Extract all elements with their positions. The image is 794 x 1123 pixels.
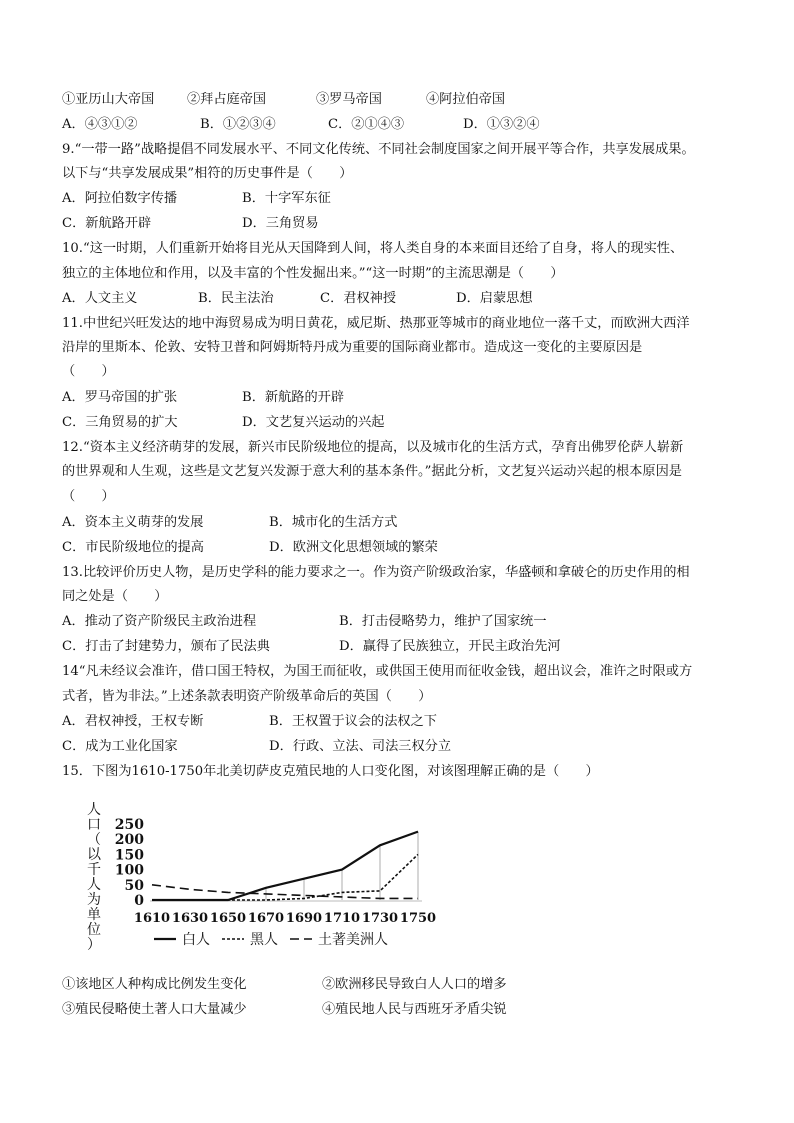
q13-option-a: A．推动了资产阶级民主政治进程 xyxy=(62,614,257,629)
q13-option-b: B．打击侵略势力，维护了国家统一 xyxy=(339,614,547,629)
legend-label: 黑人 xyxy=(250,932,278,948)
q9-option-c: C．新航路开辟 xyxy=(62,216,152,231)
q10-stem-line: 10.“这一时期，人们重新开始将目光从天国降到人间，将人类自身的本来面目还给了自身，将人的现实性、 xyxy=(62,241,684,256)
q9-option-d: D．三角贸易 xyxy=(242,216,319,231)
population-line-chart xyxy=(80,800,460,960)
q14-stem-line: 14“凡未经议会准许，借口国王特权，为国王而征收，或供国王使用而征收金钱，超出议会，准许之时限或方 xyxy=(62,664,693,679)
q14-option-b: B．王权置于议会的法权之下 xyxy=(269,714,437,729)
x-tick-label: 1690 xyxy=(285,911,323,926)
q12-option-c: C．市民阶级地位的提高 xyxy=(62,540,204,555)
q14-option-d: D．行政、立法、司法三权分立 xyxy=(269,739,452,754)
q12-option-b: B．城市化的生活方式 xyxy=(269,515,398,530)
q9-option-b: B．十字军东征 xyxy=(242,191,331,206)
x-tick-label: 1650 xyxy=(209,911,247,926)
q14-stem-line: 式者，皆为非法。”上述条款表明资产阶级革命后的英国（ ） xyxy=(62,689,432,704)
guide-lines xyxy=(266,832,418,900)
q8-option-b: B．①②③④ xyxy=(200,117,276,132)
q15-stem-line: 15．下图为1610-1750年北美切萨皮克殖民地的人口变化图，对该图理解正确的是（ ） xyxy=(62,764,599,779)
q11-option-d: D．文艺复兴运动的兴起 xyxy=(242,415,385,430)
q8-item: ③罗马帝国 xyxy=(316,92,382,107)
q14-option-a: A．君权神授，王权专断 xyxy=(62,714,204,729)
legend-label: 土著美洲人 xyxy=(318,932,388,948)
q12-stem-line: （ ） xyxy=(62,489,115,504)
legend xyxy=(154,931,388,948)
y-tick-label: 250 xyxy=(114,817,144,833)
series-line xyxy=(152,832,418,900)
q11-option-a: A．罗马帝国的扩张 xyxy=(62,390,178,405)
y-tick-label: 200 xyxy=(114,832,144,849)
q8-option-c: C．②①④③ xyxy=(328,117,405,132)
q9-option-a: A．阿拉伯数字传播 xyxy=(62,191,178,206)
q11-option-c: C．三角贸易的扩大 xyxy=(62,415,178,430)
q12-stem-line: 12.“资本主义经济萌芽的发展，新兴市民阶级地位的提高，以及城市化的生活方式，孕育出佛罗伦萨人崭新 xyxy=(62,440,684,455)
x-tick-label: 1730 xyxy=(361,911,399,926)
q8-option-a: A．④③①② xyxy=(62,117,138,132)
q12-option-d: D．欧洲文化思想领域的繁荣 xyxy=(269,540,438,555)
q8-item: ①亚历山大帝国 xyxy=(62,92,155,107)
q12-option-a: A．资本主义萌芽的发展 xyxy=(62,515,204,530)
q10-option-d: D．启蒙思想 xyxy=(456,291,533,306)
q15-statement: ④殖民地人民与西班牙矛盾尖锐 xyxy=(322,1002,507,1017)
q13-stem-line: 同之处是（ ） xyxy=(62,589,168,604)
q8-item: ④阿拉伯帝国 xyxy=(426,92,506,107)
q10-option-a: A．人文主义 xyxy=(62,291,138,306)
q10-option-b: B．民主法治 xyxy=(198,291,274,306)
q9-stem-line: 以下与“共享发展成果”相符的历史事件是（ ） xyxy=(62,166,353,181)
q15-statement: ①该地区人种构成比例发生变化 xyxy=(62,977,247,992)
y-tick-labels xyxy=(115,817,144,909)
q13-option-d: D．赢得了民族独立，开民主政治先河 xyxy=(339,639,561,654)
y-tick-label: 150 xyxy=(114,847,144,864)
q14-option-c: C．成为工业化国家 xyxy=(62,739,178,754)
q10-option-c: C．君权神授 xyxy=(320,291,397,306)
q9-stem-line: 9.“一带一路”战略提倡不同发展水平、不同文化传统、不同社会制度国家之间开展平等合作，共享发展成果。 xyxy=(62,142,695,157)
q11-stem-line: 11.中世纪兴旺发达的地中海贸易成为明日黄花，威尼斯、热那亚等城市的商业地位一落千丈，而欧洲大西洋 xyxy=(62,316,690,331)
q12-stem-line: 的世界观和人生观，这些是文艺复兴发源于意大利的基本条件。”据此分析，文艺复兴运动兴起的根本原因是 xyxy=(62,464,682,479)
series-lines xyxy=(152,832,418,900)
q8-item: ②拜占庭帝国 xyxy=(187,92,267,107)
q13-stem-line: 13.比较评价历史人物，是历史学科的能力要求之一。作为资产阶级政治家，华盛顿和拿破仑的历史作用的相 xyxy=(62,565,690,580)
x-tick-label: 1750 xyxy=(399,911,437,926)
q11-stem-line: 沿岸的里斯本、伦敦、安特卫普和阿姆斯特丹成为重要的国际商业都市。造成这一变化的主要原因是 xyxy=(62,340,643,355)
q15-statement: ③殖民侵略使土著人口大量减少 xyxy=(62,1002,247,1017)
q8-option-d: D．①③②④ xyxy=(463,117,540,132)
y-tick-label: 0 xyxy=(134,893,144,909)
x-tick-label: 1610 xyxy=(133,911,171,926)
x-tick-label: 1710 xyxy=(323,911,361,926)
x-tick-label: 1630 xyxy=(171,911,209,926)
legend-label: 白人 xyxy=(182,932,210,948)
q10-stem-line: 独立的主体地位和作用，以及丰富的个性发掘出来。”“这一时期”的主流思潮是（ ） xyxy=(62,266,564,281)
x-tick-labels xyxy=(134,911,436,926)
q13-option-c: C．打击了封建势力，颁布了民法典 xyxy=(62,639,270,654)
q15-statement: ②欧洲移民导致白人人口的增多 xyxy=(322,977,507,992)
series-line xyxy=(152,854,418,900)
y-axis-label xyxy=(87,802,102,953)
y-tick-label: 50 xyxy=(124,877,144,894)
y-tick-label: 100 xyxy=(114,862,144,879)
y-axis-label-text: 人口（以千人为单位） xyxy=(87,802,101,953)
x-tick-label: 1670 xyxy=(247,911,285,926)
q11-stem-line: （ ） xyxy=(62,364,115,379)
q11-option-b: B．新航路的开辟 xyxy=(242,390,345,405)
